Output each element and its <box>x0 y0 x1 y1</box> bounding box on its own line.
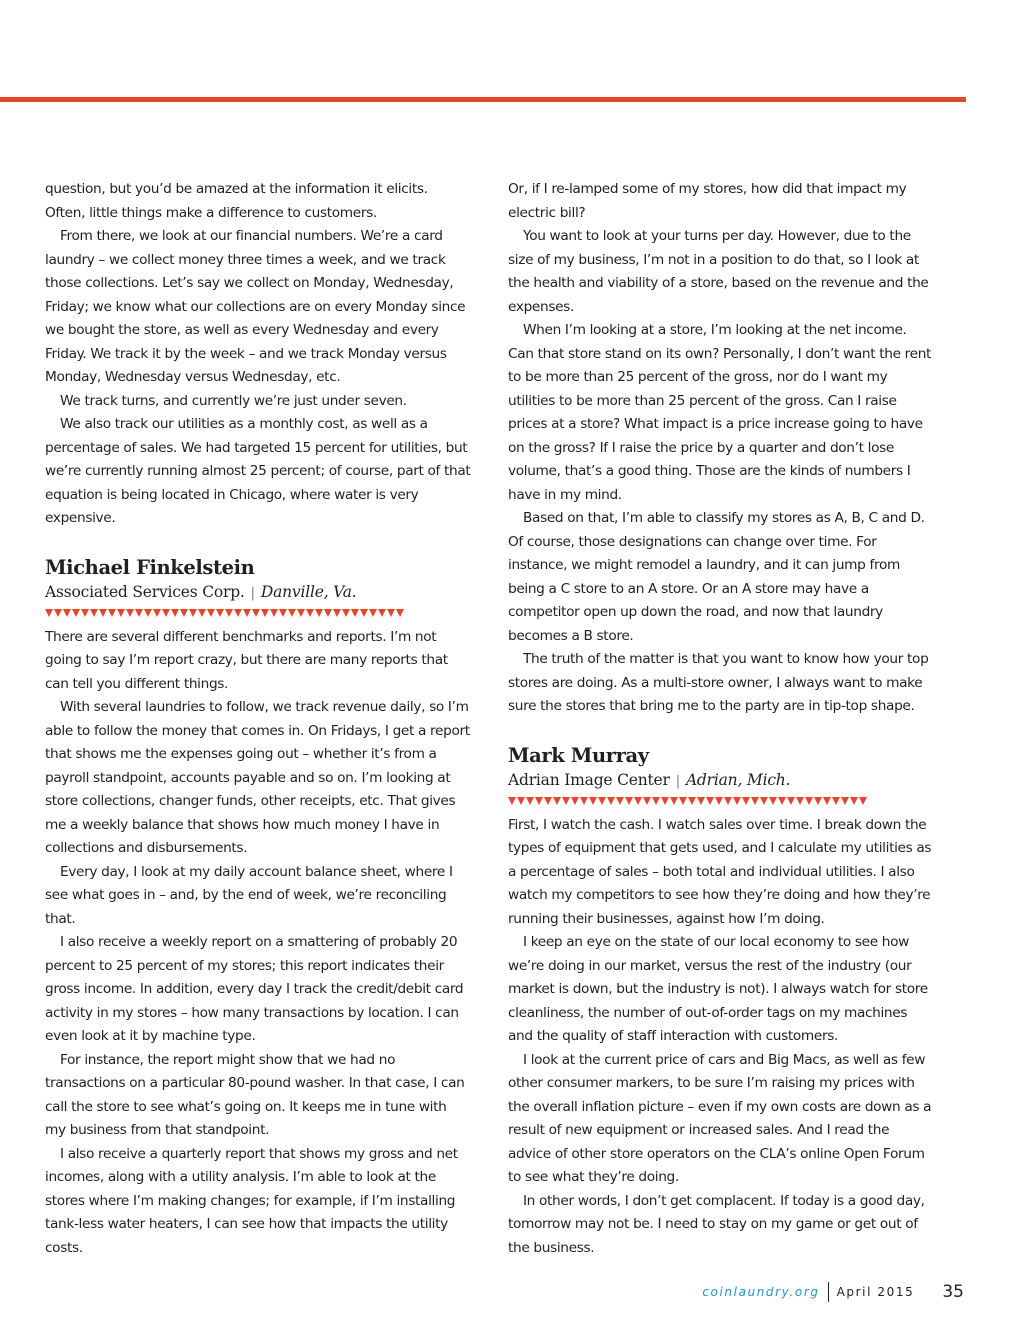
body-paragraph: question, but you’d be amazed at the information it elicits. Often, little things make a difference to customers. <box>45 181 428 221</box>
triangle-ornament <box>796 797 804 805</box>
triangle-ornament <box>117 609 125 617</box>
triangle-ornament <box>360 609 368 617</box>
triangle-ornament <box>72 609 80 617</box>
body-paragraph: I keep an eye on the state of our local economy to see how we’re doing in our market, versus the rest of the industry (our market is down, but the industry is not). I always watch for store cleanliness, the number of out-of-order tags on my machines and the quality of staff interaction with customers. <box>508 934 928 1044</box>
body-paragraph: When I’m looking at a store, I’m looking at the net income. Can that store stand on its own? Personally, I don’t want the rent to be more than 25 percent of the gross, nor do I want my utilities to be more than 25 percent of the gross. Can I raise prices at a store? What impact is a price increase going to have on the gross? If I raise the price by a quarter and don’t lose volume, that’s a good thing. Those are the kinds of numbers I have in my mind. <box>508 322 932 503</box>
body-paragraph: I look at the current price of cars and Big Macs, as well as few other consumer markers, to be sure I’m raising my prices with the overall inflation picture – even if my own costs are down as a result of new equipment or increased sales. And I read the advice of other store operators on the CLA’s online Open Forum to see what they’re doing. <box>508 1051 932 1185</box>
triangle-ornament <box>396 609 404 617</box>
triangle-ornament <box>706 797 714 805</box>
body-paragraph: I also receive a weekly report on a smattering of probably 20 percent to 25 percent of my stores; this report indicates their gross income. In addition, every day I track the credit/debit card activity in my stores – how many transactions by location. I can even look at it by machine type. <box>45 934 464 1044</box>
triangle-ornament <box>805 797 813 805</box>
triangle-ornament <box>697 797 705 805</box>
triangle-ornament <box>742 797 750 805</box>
triangle-ornament <box>625 797 633 805</box>
triangle-ornament <box>832 797 840 805</box>
triangle-ornament <box>670 797 678 805</box>
triangle-ornament <box>778 797 786 805</box>
triangle-ornament <box>333 609 341 617</box>
triangle-ornament <box>225 609 233 617</box>
profile-company: Adrian Image Center <box>508 770 670 789</box>
body-paragraph: We also track our utilities as a monthly cost, as well as a percentage of sales. We had targeted 15 percent for utilities, but we’re currently running almost 25 percent; of course, part of that equation is being located in Chicago, where water is very expensive. <box>45 416 471 526</box>
triangle-ornament <box>90 609 98 617</box>
triangle-ornament <box>553 797 561 805</box>
body-paragraph: Or, if I re-lamped some of my stores, how did that impact my electric bill? <box>508 181 907 221</box>
triangle-ornament <box>324 609 332 617</box>
triangle-ornament <box>63 609 71 617</box>
profile-affiliation <box>508 769 934 793</box>
triangle-ornament <box>787 797 795 805</box>
triangle-ornament <box>580 797 588 805</box>
triangle-ornament <box>841 797 849 805</box>
triangle-ornament <box>387 609 395 617</box>
profile-separator: | <box>250 585 255 601</box>
triangle-ornament <box>306 609 314 617</box>
triangle-ornament <box>823 797 831 805</box>
triangle-ornament <box>814 797 822 805</box>
profile-company: Associated Services Corp. <box>45 582 245 601</box>
body-paragraph: In other words, I don’t get complacent. If today is a good day, tomorrow may not be. I need to stay on my game or get out of the business. <box>508 1192 925 1256</box>
footer-site-link[interactable]: coinlaundry.org <box>702 1285 820 1299</box>
profile-location: Danville, Va. <box>260 582 357 601</box>
profile-name: Mark Murray <box>508 743 649 767</box>
body-paragraph: There are several different benchmarks and reports. I’m not going to say I’m report crazy, but there are many reports that can tell you different things. <box>45 628 448 692</box>
right-column <box>508 178 934 1260</box>
footer-divider <box>828 1282 829 1302</box>
triangle-ornament <box>679 797 687 805</box>
triangle-ornament <box>99 609 107 617</box>
triangle-ornament <box>634 797 642 805</box>
triangle-ornament <box>526 797 534 805</box>
triangle-ornament <box>733 797 741 805</box>
triangle-ornament <box>126 609 134 617</box>
triangle-ornament <box>607 797 615 805</box>
body-paragraph: Based on that, I’m able to classify my stores as A, B, C and D. Of course, those designations can change over time. For instance, we might remodel a laundry, and it can jump from being a C store to an A store. Or an A store may have a competitor open up down the road, and now that laundry becomes a B store. <box>508 510 925 644</box>
body-paragraph: First, I watch the cash. I watch sales over time. I break down the types of equipment that gets used, and I calculate my utilities as a percentage of sales – both total and individual utilities. I also watch my competitors to see how they’re doing and how they’re running their businesses, against how I’m doing. <box>508 816 932 927</box>
page-number: 35 <box>942 1282 964 1302</box>
body-paragraph: The truth of the matter is that you want to know how your top stores are doing. As a multi-store owner, I always want to make sure the stores that bring me to the party are in tip-top shape. <box>508 651 929 714</box>
triangle-ornament <box>252 609 260 617</box>
triangle-ornament <box>261 609 269 617</box>
profile-affiliation <box>45 581 471 605</box>
triangle-ornament <box>180 609 188 617</box>
triangle-ornament <box>751 797 759 805</box>
body-paragraph: With several laundries to follow, we track revenue daily, so I’m able to follow the money that comes in. On Fridays, I get a report that shows me the expenses going out – whether it’s from a payroll standpoint, accounts payable and so on. I’m looking at store collections, changer funds, other receipts, etc. That gives me a weekly balance that shows how much money I have in collections and disbursements. <box>45 699 470 856</box>
triangle-ornament <box>243 609 251 617</box>
triangle-ornament <box>207 609 215 617</box>
triangle-ornament <box>643 797 651 805</box>
triangle-ornament <box>198 609 206 617</box>
triangle-ornament <box>544 797 552 805</box>
left-column <box>45 178 471 1260</box>
triangle-ornament <box>859 797 867 805</box>
profile-location: Adrian, Mich. <box>685 770 791 789</box>
triangle-ornament <box>598 797 606 805</box>
triangle-ornament <box>54 609 62 617</box>
triangle-ornament <box>850 797 858 805</box>
page-footer <box>702 1282 964 1302</box>
triangle-ornament <box>144 609 152 617</box>
triangle-ornament <box>652 797 660 805</box>
triangle-ornament <box>81 609 89 617</box>
triangle-ornament <box>715 797 723 805</box>
body-paragraph: I also receive a quarterly report that shows my gross and net incomes, along with a utility analysis. I’m able to look at the stores where I’m making changes; for example, if I’m installing tank-less water heaters, I can see how that impacts the utility costs. <box>45 1145 458 1256</box>
triangle-ornament <box>589 797 597 805</box>
footer-issue-date: April 2015 <box>836 1285 915 1299</box>
triangle-ornament <box>369 609 377 617</box>
profile-separator: | <box>675 773 680 789</box>
triangle-ornament <box>234 609 242 617</box>
profile-name: Michael Finkelstein <box>45 555 255 579</box>
triangle-ornament <box>189 609 197 617</box>
triangle-ornament <box>661 797 669 805</box>
triangle-ornament <box>378 609 386 617</box>
triangle-ornament <box>45 609 53 617</box>
triangle-ornament <box>279 609 287 617</box>
triangle-ornament <box>216 609 224 617</box>
triangle-ornament <box>535 797 543 805</box>
triangle-ornament <box>562 797 570 805</box>
body-paragraph: We track turns, and currently we’re just under seven. <box>60 392 407 409</box>
triangle-ornament <box>315 609 323 617</box>
triangle-ornament <box>688 797 696 805</box>
triangle-ornament <box>616 797 624 805</box>
triangle-ornament <box>351 609 359 617</box>
triangle-ornament <box>153 609 161 617</box>
triangle-ornament <box>724 797 732 805</box>
triangle-ornament <box>769 797 777 805</box>
body-paragraph: For instance, the report might show that we had no transactions on a particular 80-pound washer. In that case, I can call the store to see what’s going on. It keeps me in tune with my business from that standpoint. <box>45 1051 465 1138</box>
triangle-ornament <box>760 797 768 805</box>
triangle-ornament <box>571 797 579 805</box>
profile-header-finkelstein <box>45 555 471 618</box>
triangle-ornament <box>508 797 516 805</box>
body-paragraph: Every day, I look at my daily account balance sheet, where I see what goes in – and, by the end of week, we’re reconciling that. <box>45 863 453 927</box>
triangle-ornament <box>162 609 170 617</box>
triangle-ornament <box>297 609 305 617</box>
triangle-ornament <box>342 609 350 617</box>
triangle-ornament <box>171 609 179 617</box>
profile-header-murray <box>508 743 934 806</box>
triangle-ornament <box>517 797 525 805</box>
triangle-ornament <box>108 609 116 617</box>
triangle-ornament <box>288 609 296 617</box>
body-paragraph: From there, we look at our financial numbers. We’re a card laundry – we collect money three times a week, and we track those collections. Let’s say we collect on Monday, Wednesday, Friday; we know what our collections are on every Monday since we bought the store, as well as every Wednesday and every Friday. We track it by the week – and we track Monday versus Monday, Wednesday versus Wednesday, etc. <box>45 228 466 385</box>
triangle-ornament <box>270 609 278 617</box>
triangle-divider <box>508 797 930 806</box>
top-accent-rule <box>0 97 966 102</box>
triangle-ornament <box>135 609 143 617</box>
body-paragraph: You want to look at your turns per day. However, due to the size of my business, I’m not in a position to do that, so I look at the health and viability of a store, based on the revenue and the expenses. <box>508 228 929 315</box>
triangle-divider <box>45 609 467 618</box>
